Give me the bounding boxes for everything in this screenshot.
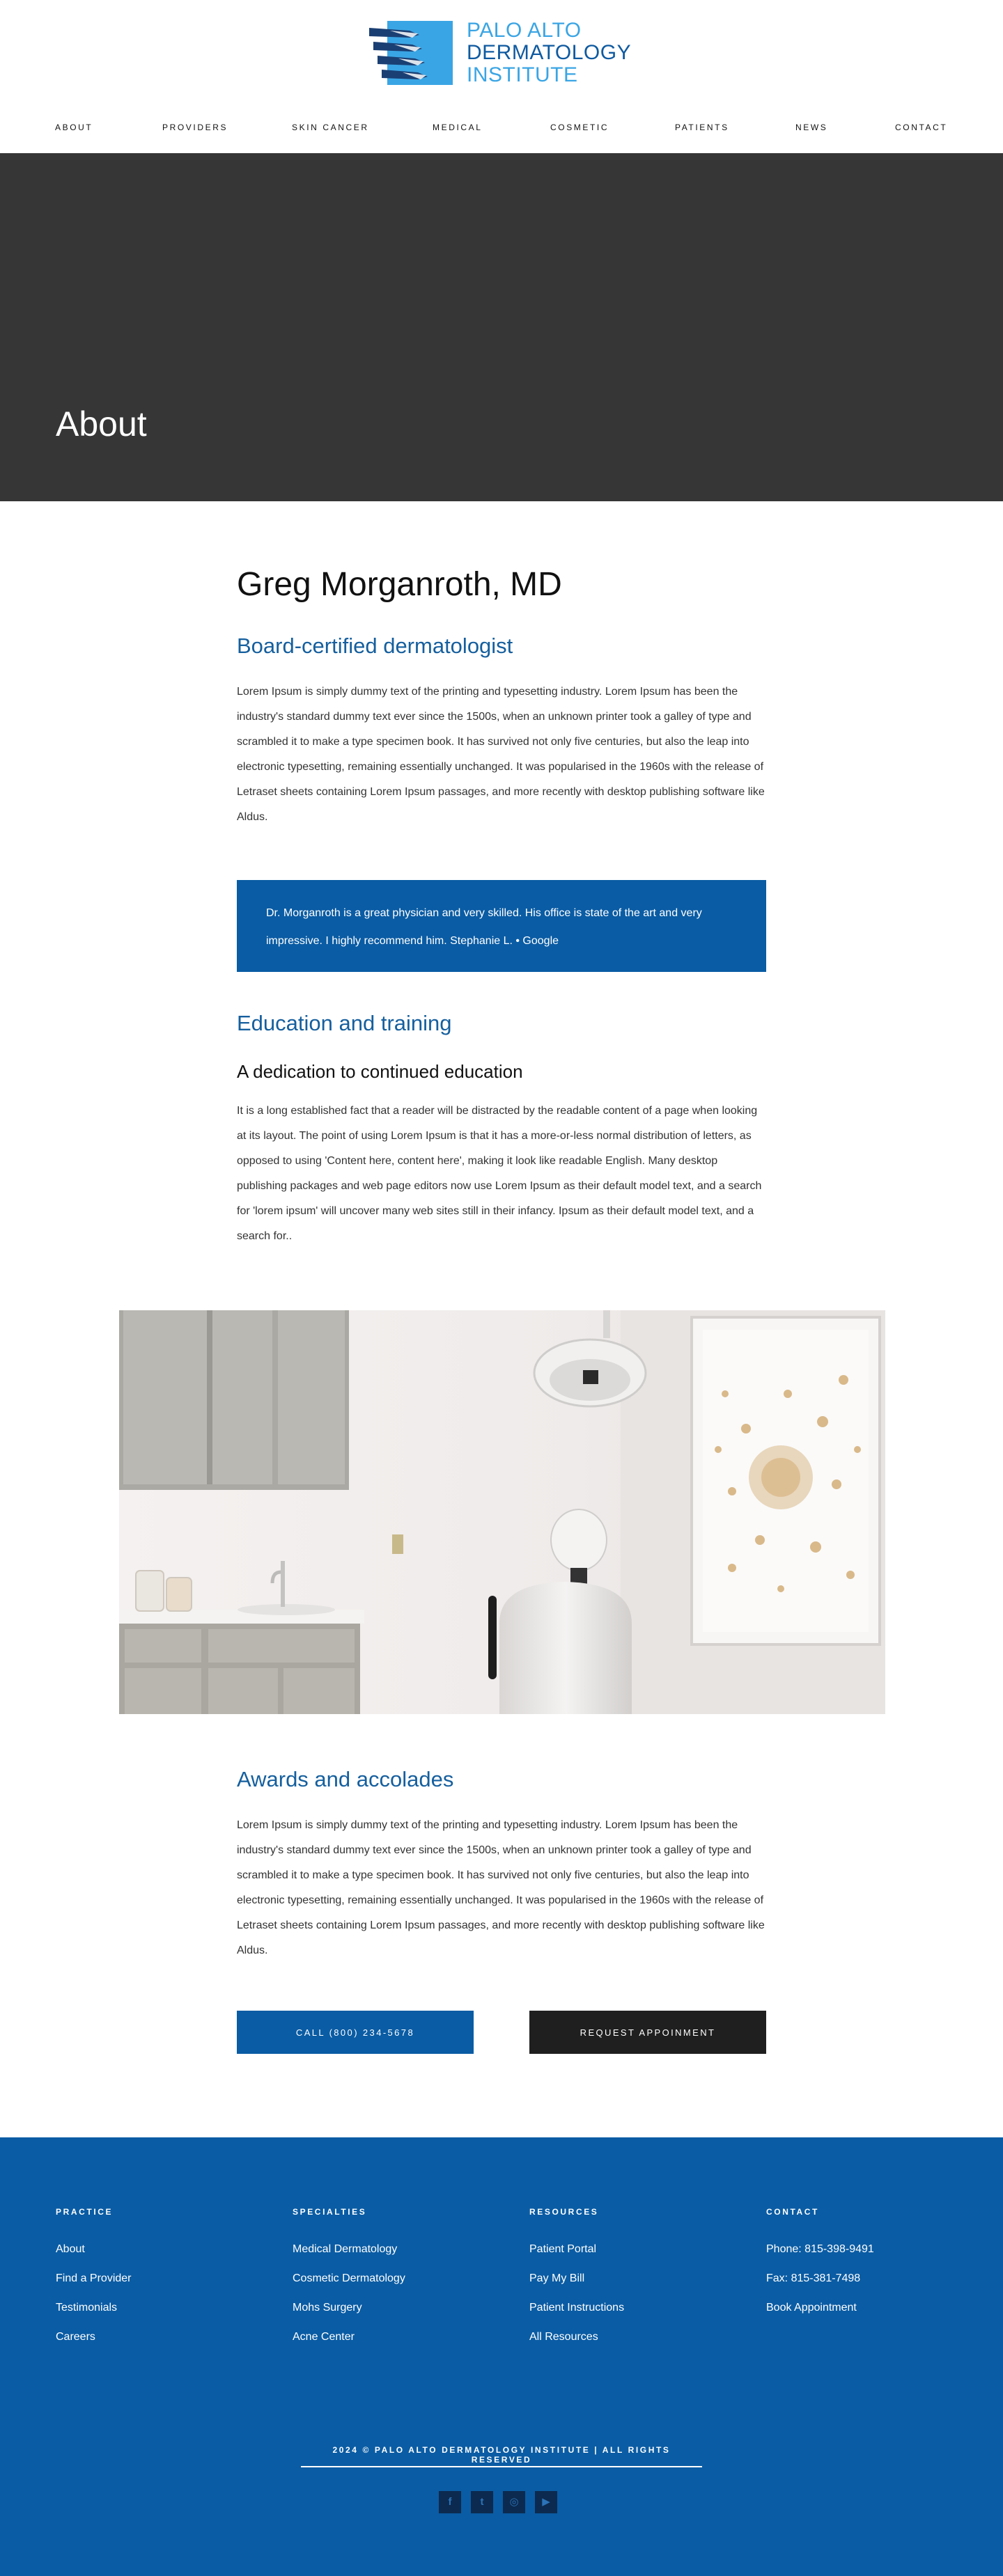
nav-item-skin-cancer[interactable]: SKIN CANCER <box>292 123 369 132</box>
footer-link-patient-instructions[interactable]: Patient Instructions <box>529 2302 625 2314</box>
logo-line-1: PALO ALTO <box>467 19 582 42</box>
footer-practice-heading: PRACTICE <box>56 2207 114 2217</box>
nav-item-news[interactable]: NEWS <box>795 123 828 132</box>
logo-text <box>467 19 631 86</box>
footer-link-cosmetic-dermatology[interactable]: Cosmetic Dermatology <box>293 2272 405 2284</box>
footer-contact <box>766 2207 975 2330</box>
testimonial-box <box>237 880 766 972</box>
footer-link-fax[interactable]: Fax: 815-381-7498 <box>766 2272 861 2284</box>
footer-link-acne-center[interactable]: Acne Center <box>293 2331 355 2343</box>
twitter-icon[interactable] <box>471 2491 493 2513</box>
youtube-icon[interactable] <box>535 2491 557 2513</box>
logo-line-3: INSTITUTE <box>467 63 578 86</box>
footer-link-testimonials[interactable]: Testimonials <box>56 2302 118 2314</box>
logo-line-2: DERMATOLOGY <box>467 41 632 64</box>
footer-link-about[interactable]: About <box>56 2243 85 2255</box>
footer-link-careers[interactable]: Careers <box>56 2331 95 2343</box>
site-header <box>0 0 1003 153</box>
site-footer <box>0 2137 1003 2576</box>
footer-link-book-appointment[interactable]: Book Appointment <box>766 2302 857 2314</box>
nav-item-contact[interactable]: CONTACT <box>895 123 948 132</box>
education-subtitle: A dedication to continued education <box>237 1061 523 1082</box>
nav-item-about[interactable]: ABOUT <box>55 123 93 132</box>
provider-bio: Lorem Ipsum is simply dummy text of the printing and typesetting industry. Lorem Ipsum has been the industry's standard dummy text ever since the 1500s, when an unknown printer took a galley of type and scrambled it to make a type specimen book. It has survived not only five centuries, but also the leap into electronic typesetting, remaining essentially unchanged. It was popularised in the 1960s with the release of Letraset sheets containing Lorem Ipsum passages, and more recently with desktop publishing software like Aldus. <box>237 686 765 823</box>
footer-specialties-heading: SPECIALTIES <box>293 2207 367 2217</box>
site-logo[interactable] <box>369 18 634 88</box>
footer-link-phone[interactable]: Phone: 815-398-9491 <box>766 2243 874 2255</box>
twitter-glyph: t <box>480 2496 484 2508</box>
footer-link-medical-dermatology[interactable]: Medical Dermatology <box>293 2243 398 2255</box>
education-body: It is a long established fact that a reader will be distracted by the readable content of a page when looking at its layout. The point of using Lorem Ipsum is that it has a more-or-less normal distribution of letters, as opposed to using 'Content here, content here', making it look like readable English. Many desktop publishing packages and web page editors now use Lorem Ipsum as their default model text, and a search for 'lorem ipsum' will uncover many web sites still in their infancy. Ipsum as their default model text, and a search for.. <box>237 1105 762 1242</box>
office-photo <box>119 1310 885 1714</box>
call-button[interactable]: CALL (800) 234-5678 <box>237 2011 474 2054</box>
facebook-glyph: f <box>448 2496 452 2508</box>
footer-link-patient-portal[interactable]: Patient Portal <box>529 2243 597 2255</box>
footer-contact-heading: CONTACT <box>766 2207 819 2217</box>
instagram-icon[interactable] <box>503 2491 525 2513</box>
footer-resources <box>529 2207 738 2359</box>
hero-banner <box>0 153 1003 501</box>
footer-link-pay-my-bill[interactable]: Pay My Bill <box>529 2272 585 2284</box>
awards-title: Awards and accolades <box>237 1767 454 1791</box>
hero-title: About <box>56 405 147 443</box>
footer-link-mohs-surgery[interactable]: Mohs Surgery <box>293 2302 362 2314</box>
nav-item-providers[interactable]: PROVIDERS <box>162 123 228 132</box>
footer-resources-heading: RESOURCES <box>529 2207 599 2217</box>
youtube-glyph: ▶ <box>542 2496 550 2508</box>
nav-item-medical[interactable]: MEDICAL <box>433 123 483 132</box>
logo-mark-icon <box>369 21 453 85</box>
awards-body: Lorem Ipsum is simply dummy text of the printing and typesetting industry. Lorem Ipsum has been the industry's standard dummy text ever since the 1500s, when an unknown printer took a galley of type and scrambled it to make a type specimen book. It has survived not only five centuries, but also the leap into electronic typesetting, remaining essentially unchanged. It was popularised in the 1960s with the release of Letraset sheets containing Lorem Ipsum passages, and more recently with desktop publishing software like Aldus. <box>237 1819 765 1956</box>
testimonial-text: Dr. Morganroth is a great physician and very skilled. His office is state of the art and very impressive. I highly recommend him. Stephanie L. • Google <box>266 907 702 947</box>
education-title: Education and training <box>237 1011 452 1035</box>
footer-specialties <box>293 2207 502 2359</box>
copyright-divider <box>301 2466 702 2467</box>
copyright-text: 2024 © PALO ALTO DERMATOLOGY INSTITUTE | ALL RIGHTS RESERVED <box>332 2445 671 2465</box>
provider-name: Greg Morganroth, MD <box>237 566 562 603</box>
footer-practice <box>56 2207 265 2359</box>
nav-item-patients[interactable]: PATIENTS <box>675 123 729 132</box>
provider-subtitle: Board-certified dermatologist <box>237 634 513 658</box>
office-photo-illustration <box>119 1310 885 1714</box>
footer-link-all-resources[interactable]: All Resources <box>529 2331 598 2343</box>
main-nav <box>0 118 1003 139</box>
footer-link-find-provider[interactable]: Find a Provider <box>56 2272 132 2284</box>
facebook-icon[interactable] <box>439 2491 461 2513</box>
request-appointment-button[interactable]: REQUEST APPOINMENT <box>529 2011 766 2054</box>
nav-item-cosmetic[interactable]: COSMETIC <box>550 123 609 132</box>
instagram-glyph: ◎ <box>509 2496 519 2508</box>
